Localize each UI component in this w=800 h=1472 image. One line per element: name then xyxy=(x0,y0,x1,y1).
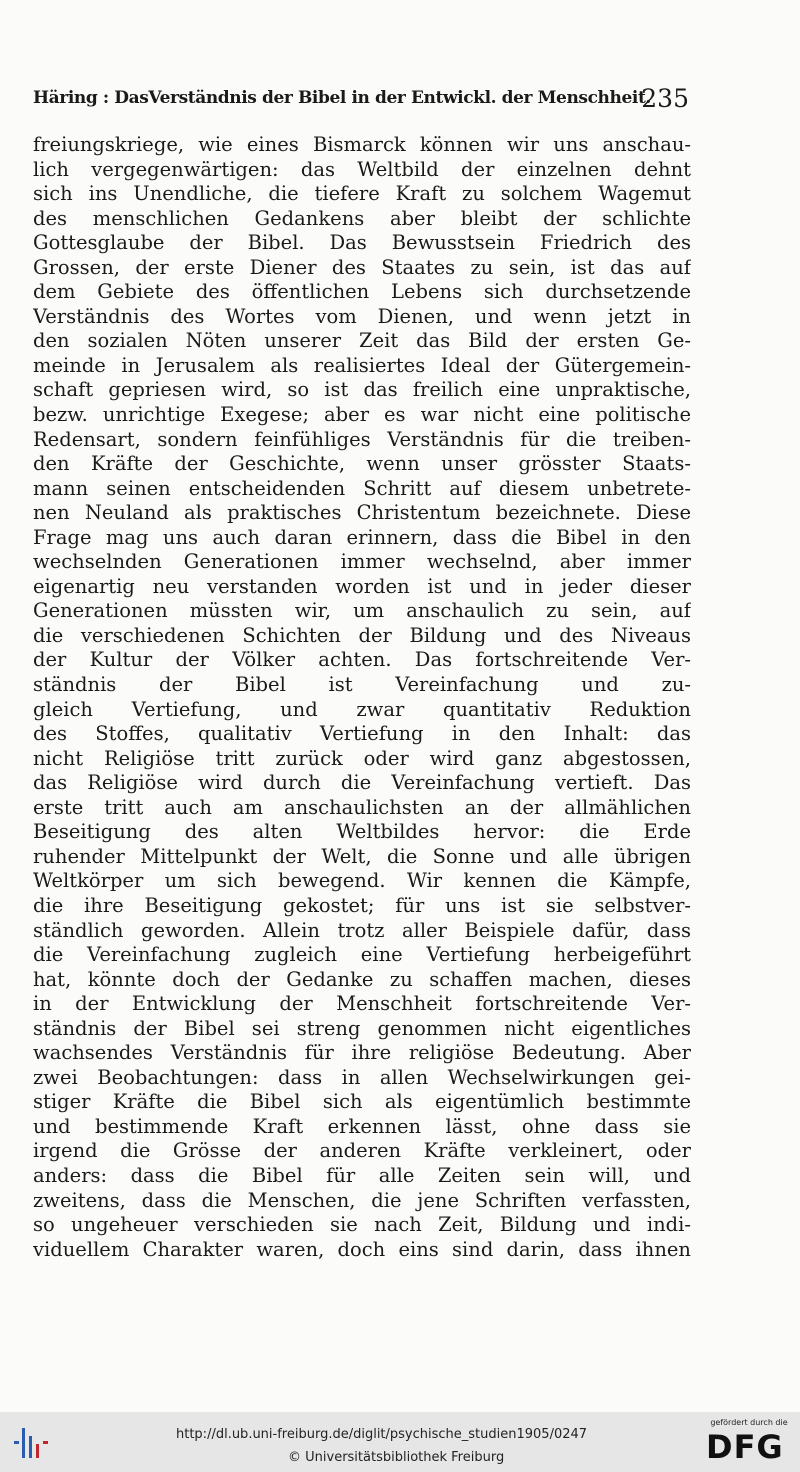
text-line: in der Entwicklung der Menschheit fortschreitende Ver- xyxy=(33,992,691,1016)
page-number: 235 xyxy=(641,84,689,113)
ub-freiburg-logo-icon xyxy=(10,1422,52,1464)
text-line: der Kultur der Völker achten. Das fortschreitende Ver- xyxy=(33,648,691,672)
footer-copyright: © Universitätsbibliothek Freiburg xyxy=(288,1450,505,1465)
dfg-funding-note: gefördert durch die xyxy=(710,1418,788,1427)
text-line: ständnis der Bibel ist Vereinfachung und zu- xyxy=(33,673,691,697)
text-line: stiger Kräfte die Bibel sich als eigentümlich bestimmte xyxy=(33,1090,691,1114)
text-line: den sozialen Nöten unserer Zeit das Bild der ersten Ge- xyxy=(33,329,691,353)
footer-url-link[interactable]: http://dl.ub.uni-freiburg.de/diglit/psychische_studien1905/0247 xyxy=(176,1427,588,1442)
text-line: erste tritt auch am anschaulichsten an der allmählichen xyxy=(33,795,691,819)
text-line: bezw. unrichtige Exegese; aber es war nicht eine politische xyxy=(33,403,691,427)
text-line: sich ins Unendliche, die tiefere Kraft zu solchem Wagemut xyxy=(33,182,691,206)
text-line: des Stoffes, qualitativ Vertiefung in den Inhalt: das xyxy=(33,722,691,746)
text-line: mann seinen entscheidenden Schritt auf diesem unbetrete- xyxy=(33,476,691,500)
text-line: Generationen müssten wir, um anschaulich zu sein, auf xyxy=(33,599,691,623)
text-line: zwei Beobachtungen: dass in allen Wechselwirkungen gei- xyxy=(33,1065,691,1089)
running-header xyxy=(33,84,693,114)
text-line: Beseitigung des alten Weltbildes hervor: die Erde xyxy=(33,820,691,844)
text-line: den Kräfte der Geschichte, wenn unser grösster Staats- xyxy=(33,452,691,476)
text-line: Frage mag uns auch daran erinnern, dass die Bibel in den xyxy=(33,525,691,549)
text-line: Weltkörper um sich bewegend. Wir kennen die Kämpfe, xyxy=(33,869,691,893)
text-line: und bestimmende Kraft erkennen lässt, ohne dass sie xyxy=(33,1114,691,1138)
text-line: nen Neuland als praktisches Christentum bezeichnete. Diese xyxy=(33,501,691,525)
text-line: die ihre Beseitigung gekostet; für uns ist sie selbstver- xyxy=(33,893,691,917)
text-line: ständnis der Bibel sei streng genommen nicht eigentliches xyxy=(33,1016,691,1040)
text-line: Gottesglaube der Bibel. Das Bewusstsein Friedrich des xyxy=(33,231,691,255)
text-line: nicht Religiöse tritt zurück oder wird ganz abgestossen, xyxy=(33,746,691,770)
text-line: dem Gebiete des öffentlichen Lebens sich durchsetzende xyxy=(33,280,691,304)
text-line: ruhender Mittelpunkt der Welt, die Sonne und alle übrigen xyxy=(33,844,691,868)
text-line: so ungeheuer verschieden sie nach Zeit, Bildung und indi- xyxy=(33,1213,691,1237)
text-line: die verschiedenen Schichten der Bildung und des Niveaus xyxy=(33,623,691,647)
text-line: lich vergegenwärtigen: das Weltbild der einzelnen dehnt xyxy=(33,157,691,181)
text-line: meinde in Jerusalem als realisiertes Ideal der Gütergemein- xyxy=(33,353,691,377)
text-line: gleich Vertiefung, und zwar quantitativ Reduktion xyxy=(33,697,691,721)
text-line: viduellem Charakter waren, doch eins sind darin, dass ihnen xyxy=(33,1237,691,1261)
text-line: die Vereinfachung zugleich eine Vertiefung herbeigeführt xyxy=(33,943,691,967)
text-line: Verständnis des Wortes vom Dienen, und wenn jetzt in xyxy=(33,304,691,328)
text-line: das Religiöse wird durch die Vereinfachung vertieft. Das xyxy=(33,771,691,795)
dfg-logo xyxy=(704,1418,794,1468)
text-line: schaft gepriesen wird, so ist das freilich eine unpraktische, xyxy=(33,378,691,402)
text-line: irgend die Grösse der anderen Kräfte verkleinert, oder xyxy=(33,1139,691,1163)
text-line: ständlich geworden. Allein trotz aller Beispiele dafür, dass xyxy=(33,918,691,942)
body-text xyxy=(33,133,691,1262)
text-line: wachsendes Verständnis für ihre religiöse Bedeutung. Aber xyxy=(33,1041,691,1065)
text-line: zweitens, dass die Menschen, die jene Schriften verfassten, xyxy=(33,1188,691,1212)
text-line: anders: dass die Bibel für alle Zeiten sein will, und xyxy=(33,1163,691,1187)
text-line: freiungskriege, wie eines Bismarck können wir uns anschau- xyxy=(33,133,691,156)
text-line: Redensart, sondern feinfühliges Verständnis für die treiben- xyxy=(33,427,691,451)
dfg-mark: DFG xyxy=(706,1428,784,1466)
header-title: Häring : DasVerständnis der Bibel in der Entwickl. der Menschheit. xyxy=(33,88,651,108)
text-line: wechselnden Generationen immer wechselnd, aber immer xyxy=(33,550,691,574)
footer-bar xyxy=(0,1412,800,1472)
text-line: eigenartig neu verstanden worden ist und in jeder dieser xyxy=(33,574,691,598)
text-line: Grossen, der erste Diener des Staates zu sein, ist das auf xyxy=(33,255,691,279)
text-line: hat, könnte doch der Gedanke zu schaffen machen, dieses xyxy=(33,967,691,991)
text-line: des menschlichen Gedankens aber bleibt der schlichte xyxy=(33,206,691,230)
